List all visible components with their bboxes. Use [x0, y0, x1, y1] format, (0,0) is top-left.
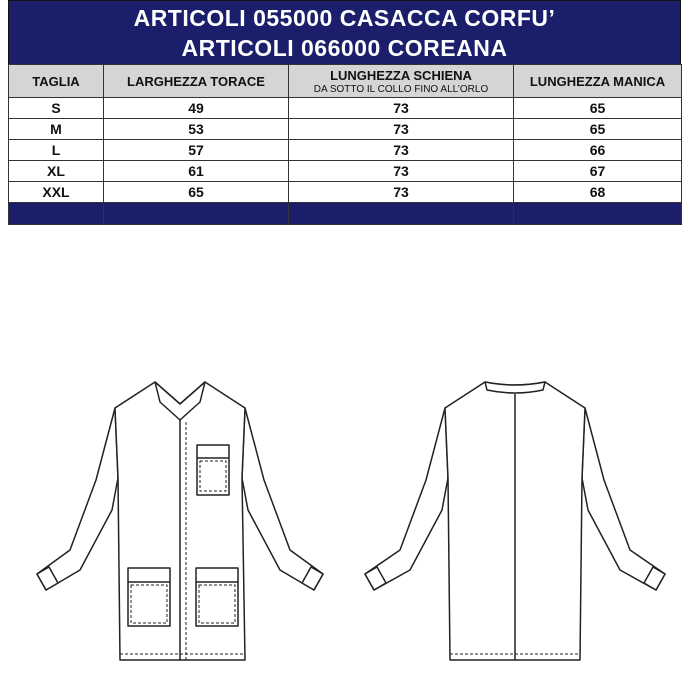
table-row: [9, 140, 682, 161]
title-banner: [8, 0, 681, 65]
jacket-lower-pocket-right: [196, 568, 238, 626]
table-row: [9, 98, 682, 119]
cell-chest-width: 65: [104, 182, 289, 203]
jacket-back-collar: [485, 382, 545, 393]
cell-size: M: [9, 119, 104, 140]
table-footer-bar: [9, 203, 682, 225]
garment-drawings: [0, 360, 700, 700]
column-header-chest-width: LARGHEZZA TORACE: [104, 65, 289, 98]
cell-back-length: 73: [289, 161, 514, 182]
jacket-back-right-sleeve: [582, 408, 665, 590]
column-header-size: TAGLIA: [9, 65, 104, 98]
cell-back-length: 73: [289, 98, 514, 119]
column-header-back-length: LUNGHEZZA SCHIENA DA SOTTO IL COLLO FINO ALL’ORLO: [289, 65, 514, 98]
table-row: [9, 119, 682, 140]
cell-size: XL: [9, 161, 104, 182]
jacket-front-illustration: [37, 382, 323, 660]
cell-sleeve-length: 65: [514, 119, 682, 140]
cell-sleeve-length: 65: [514, 98, 682, 119]
column-header-sleeve-length: LUNGHEZZA MANICA: [514, 65, 682, 98]
title-line-2: ARTICOLI 066000 COREANA: [181, 35, 508, 61]
jacket-lower-pocket-left: [128, 568, 170, 626]
jacket-back-left-sleeve: [365, 408, 448, 590]
cell-size: XXL: [9, 182, 104, 203]
table-row: [9, 182, 682, 203]
cell-back-length: 73: [289, 140, 514, 161]
jacket-front-right-sleeve: [242, 408, 323, 590]
jacket-back-illustration: [365, 382, 665, 660]
cell-size: L: [9, 140, 104, 161]
cell-chest-width: 49: [104, 98, 289, 119]
table-row: [9, 161, 682, 182]
cell-chest-width: 57: [104, 140, 289, 161]
size-table: [8, 64, 682, 225]
jacket-chest-pocket: [197, 445, 229, 495]
cell-sleeve-length: 68: [514, 182, 682, 203]
cell-chest-width: 53: [104, 119, 289, 140]
cell-back-length: 73: [289, 182, 514, 203]
cell-chest-width: 61: [104, 161, 289, 182]
cell-back-length: 73: [289, 119, 514, 140]
title-line-1: ARTICOLI 055000 CASACCA CORFU’: [133, 5, 556, 31]
table-header-row: [9, 65, 682, 98]
column-subheader-back-length: DA SOTTO IL COLLO FINO ALL’ORLO: [313, 83, 489, 95]
cell-size: S: [9, 98, 104, 119]
cell-sleeve-length: 66: [514, 140, 682, 161]
jacket-front-left-sleeve: [37, 408, 118, 590]
cell-sleeve-length: 67: [514, 161, 682, 182]
